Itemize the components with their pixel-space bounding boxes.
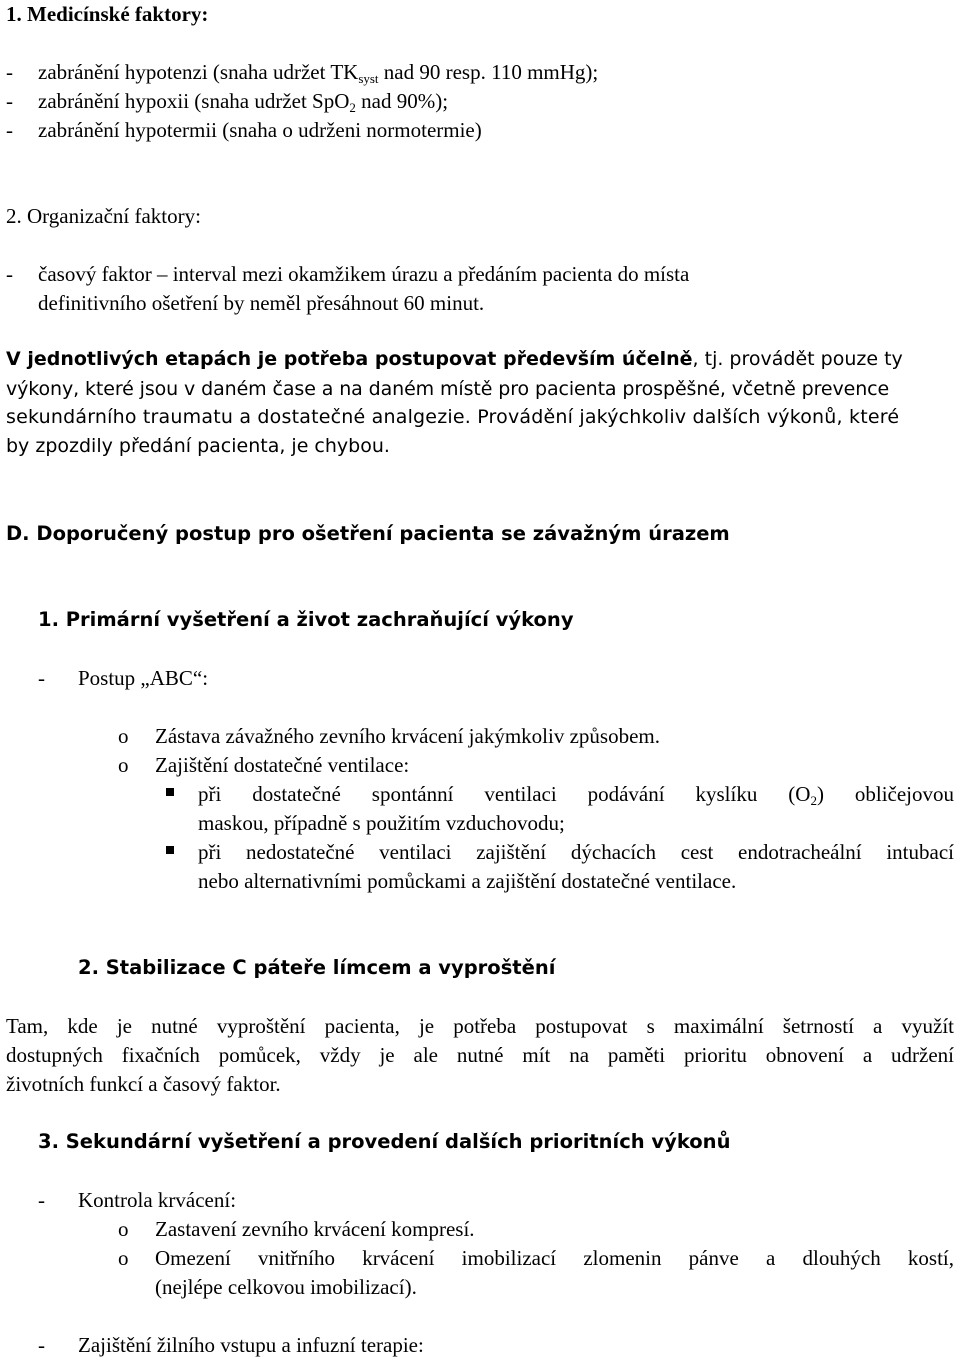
dash-marker: - xyxy=(6,118,13,142)
section-heading-medical: 1. Medicínské faktory: xyxy=(6,2,209,26)
dash-marker: - xyxy=(38,666,45,690)
dash-marker: - xyxy=(6,89,13,113)
list-item-compression: Zastavení zevního krvácení kompresí. xyxy=(155,1217,475,1241)
step-heading-secondary: 3. Sekundární vyšetření a provedení dalších prioritních výkonů xyxy=(38,1130,731,1153)
list-item-hypotension: zabránění hypotenzi (snaha udržet $TK_{syst}$ nad 90 resp. 110 mmHg); xyxy=(38,60,599,86)
list-item-venous-access: Zajištění žilního vstupu a infuzní terapie: xyxy=(78,1333,424,1357)
section-heading-organizational: 2. Organizační faktory: xyxy=(6,204,201,228)
list-item-time-factor-cont: definitivního ošetření by neměl přesáhnout 60 minut. xyxy=(38,291,485,315)
paragraph-line: výkony, které jsou v daném čase a na daném místě pro pacienta prospěšné, včetně prevence xyxy=(6,378,890,400)
o-bullet: o xyxy=(118,1246,129,1270)
paragraph-line: životních funkcí a časový faktor. xyxy=(6,1072,281,1096)
step-heading-stabilization: 2. Stabilizace C páteře límcem a vyproštění xyxy=(78,956,556,979)
list-item-hypothermia: zabránění hypotermii (snaha o udrženi normotermie) xyxy=(38,118,482,142)
list-item-line: (nejlépe celkovou imobilizací). xyxy=(155,1275,417,1299)
list-item-ventilation: Zajištění dostatečné ventilace: xyxy=(155,753,410,777)
sub-item-spontaneous-ventilation: při dostatečné spontánní ventilaci podávání kyslíku $(O_2)$ obličejovou xyxy=(198,782,954,808)
square-bullet-icon xyxy=(166,788,174,796)
paragraph-line: dostupných fixačních pomůcek, vždy je ale nutné mít na paměti prioritu obnovení a udržení xyxy=(6,1043,954,1067)
step-heading-primary: 1. Primární vyšetření a život zachraňující výkony xyxy=(38,608,574,631)
paragraph-line: sekundárního traumatu a dostatečné analgezie. Provádění jakýchkoliv dalších výkonů, které xyxy=(6,406,900,428)
abc-label: Postup „ABC“: xyxy=(78,666,209,690)
paragraph-line: Tam, kde je nutné vyproštění pacienta, je potřeba postupovat s maximální šetrností a využít xyxy=(6,1014,954,1038)
list-item-time-factor: časový faktor – interval mezi okamžikem úrazu a předáním pacienta do místa xyxy=(38,262,690,286)
sub-item-intubation: při nedostatečné ventilaci zajištění dýchacích cest endotracheální intubací xyxy=(198,840,954,864)
o-bullet: o xyxy=(118,724,129,748)
paragraph-purposeful: V jednotlivých etapách je potřeba postupovat především účelně, tj. provádět pouze ty xyxy=(6,348,903,370)
dash-marker: - xyxy=(38,1333,45,1357)
sub-item-line: maskou, případně s použitím vzduchovodu; xyxy=(198,811,565,835)
o-bullet: o xyxy=(118,753,129,777)
list-item-internal-bleeding: Omezení vnitřního krvácení imobilizací zlomenin pánve a dlouhých kostí, xyxy=(155,1246,954,1270)
o-bullet: o xyxy=(118,1217,129,1241)
list-item-hypoxia: zabránění hypoxii (snaha udržet SpO$_2$ nad 90%); xyxy=(38,89,449,115)
dash-marker: - xyxy=(6,60,13,84)
dash-marker: - xyxy=(6,262,13,286)
square-bullet-icon xyxy=(166,846,174,854)
emphasis-text: V jednotlivých etapách je potřeba postupovat především účelně xyxy=(6,348,693,370)
sub-item-line: nebo alternativními pomůckami a zajištění dostatečné ventilace. xyxy=(198,869,737,893)
section-heading-d: D. Doporučený postup pro ošetření pacienta se závažným úrazem xyxy=(6,522,730,545)
dash-marker: - xyxy=(38,1188,45,1212)
bleeding-control-label: Kontrola krvácení: xyxy=(78,1188,237,1212)
list-item-bleeding: Zástava závažného zevního krvácení jakýmkoliv způsobem. xyxy=(155,724,660,748)
paragraph-line: by zpozdily předání pacienta, je chybou. xyxy=(6,435,390,457)
